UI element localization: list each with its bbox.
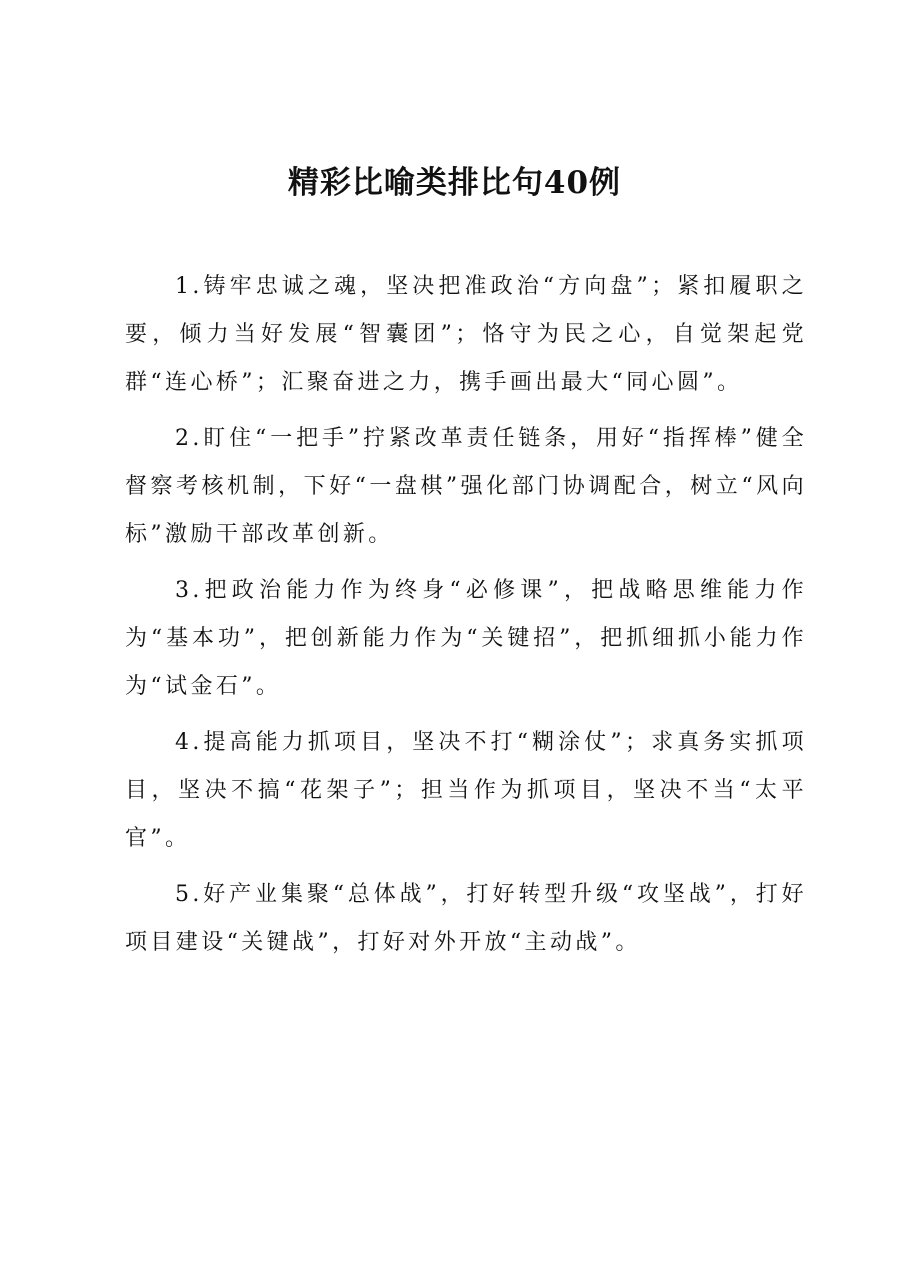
document-body: [125, 263, 807, 975]
paragraph-4: 4.提高能力抓项目，坚决不打“糊涂仗”；求真务实抓项目，坚决不搞“花架子”；担当作为抓项目，坚决不当“太平官”。: [125, 730, 807, 851]
paragraph-2: 2.盯住“一把手”拧紧改革责任链条，用好“指挥棒”健全督察考核机制，下好“一盘棋”强化部门协调配合，树立“风向标”激励干部改革创新。: [125, 426, 807, 547]
paragraph-5: 5.好产业集聚“总体战”，打好转型升级“攻坚战”，打好项目建设“关键战”，打好对外开放“主动战”。: [125, 882, 807, 955]
paragraph-1: 1.铸牢忠诚之魂，坚决把准政治“方向盘”；紧扣履职之要，倾力当好发展“智囊团”；恪守为民之心，自觉架起党群“连心桥”；汇聚奋进之力，携手画出最大“同心圆”。: [125, 274, 807, 395]
document-title: 精彩比喻类排比句40例: [287, 165, 622, 201]
paragraph-3: 3.把政治能力作为终身“必修课”，把战略思维能力作为“基本功”，把创新能力作为“关键招”，把抓细抓小能力作为“试金石”。: [125, 578, 807, 699]
